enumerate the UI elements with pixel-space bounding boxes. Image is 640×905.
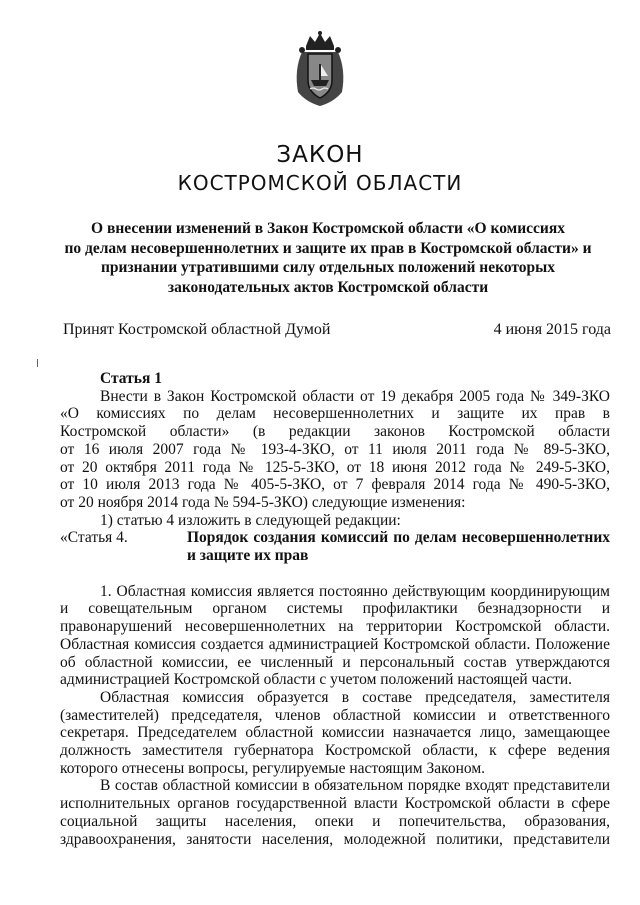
intro-line: Внести в Закон Костромской области от 19 декабря 2005 года № 349-ЗКО <box>100 387 610 405</box>
title-law: ЗАКОН <box>276 142 364 168</box>
law-subject <box>60 219 596 297</box>
margin-mark <box>37 359 38 367</box>
new-article-title: Порядок создания комиссий по делам несовершеннолетних и защите их прав <box>187 529 610 565</box>
subject-line: признании утратившими силу отдельных положений некоторых <box>100 259 556 276</box>
document-title <box>0 141 640 197</box>
intro-line: от 20 октября 2011 года № 125-5-ЗКО, от 18 июня 2012 года № 249-5-ЗКО, <box>60 458 610 476</box>
article-body <box>60 370 610 848</box>
new-article-header <box>60 529 610 564</box>
paragraph: 1. Областная комиссия является постоянно действующим координирующим и совещательным органом системы профилактики безнадзорности и правонарушений несовершеннолетних на территории Костромской области. Областная комиссия создается администрацией Костромской области. Положение об областной комиссии, ее численный и персональный состав утверждаются администрацией Костромской области с учетом положений настоящей части. <box>60 582 610 689</box>
intro-line: «О комиссиях по делам несовершеннолетних и защите их прав в <box>60 405 610 423</box>
intro-line: от 16 июля 2007 года № 193-4-ЗКО, от 11 июля 2011 года № 89-5-ЗКО, <box>60 440 610 458</box>
intro-line: от 20 ноября 2014 года № 594-5-ЗКО) следующие изменения: <box>60 493 466 511</box>
title-region: КОСТРОМСКОЙ ОБЛАСТИ <box>177 171 463 195</box>
spacer <box>60 565 610 583</box>
new-article-label: «Статья 4. <box>60 529 128 547</box>
paragraph: Областная комиссия образуется в составе председателя, заместителя (заместителей) председателя, членов областной комиссии и ответственного секретаря. Председателем областной комиссии назначается лицо, замещающее должность заместителя губернатора Костромской области, к сфере ведения которого отнесены вопросы, регулируемые настоящим Законом. <box>60 688 610 777</box>
article-heading: Статья 1 <box>100 370 162 387</box>
subject-line: по делам несовершеннолетних и защите их прав в Костромской области» и <box>64 239 592 257</box>
subject-line: О внесении изменений в Закон Костромской области «О комиссиях <box>91 220 565 237</box>
subject-line: законодательных актов Костромской области <box>167 278 489 296</box>
amendment-item: 1) статью 4 изложить в следующей редакции: <box>100 511 401 529</box>
adopted-by: Принят Костромской областной Думой <box>63 321 331 338</box>
kostroma-coat-of-arms-icon <box>292 30 348 108</box>
adopted-date: 4 июня 2015 года <box>493 321 611 338</box>
intro-line: Костромской области» (в редакции законов Костромской области <box>60 423 610 441</box>
intro-line: от 10 июля 2013 года № 405-5-ЗКО, от 7 февраля 2014 года № 490-5-ЗКО, <box>60 476 610 494</box>
paragraph: В состав областной комиссии в обязательном порядке входят представители исполнительных органов государственной власти Костромской области в сфере социальной защиты населения, опеки и попечительства, образования, здравоохранения, занятости населения, молодежной политики, представители <box>60 777 610 848</box>
